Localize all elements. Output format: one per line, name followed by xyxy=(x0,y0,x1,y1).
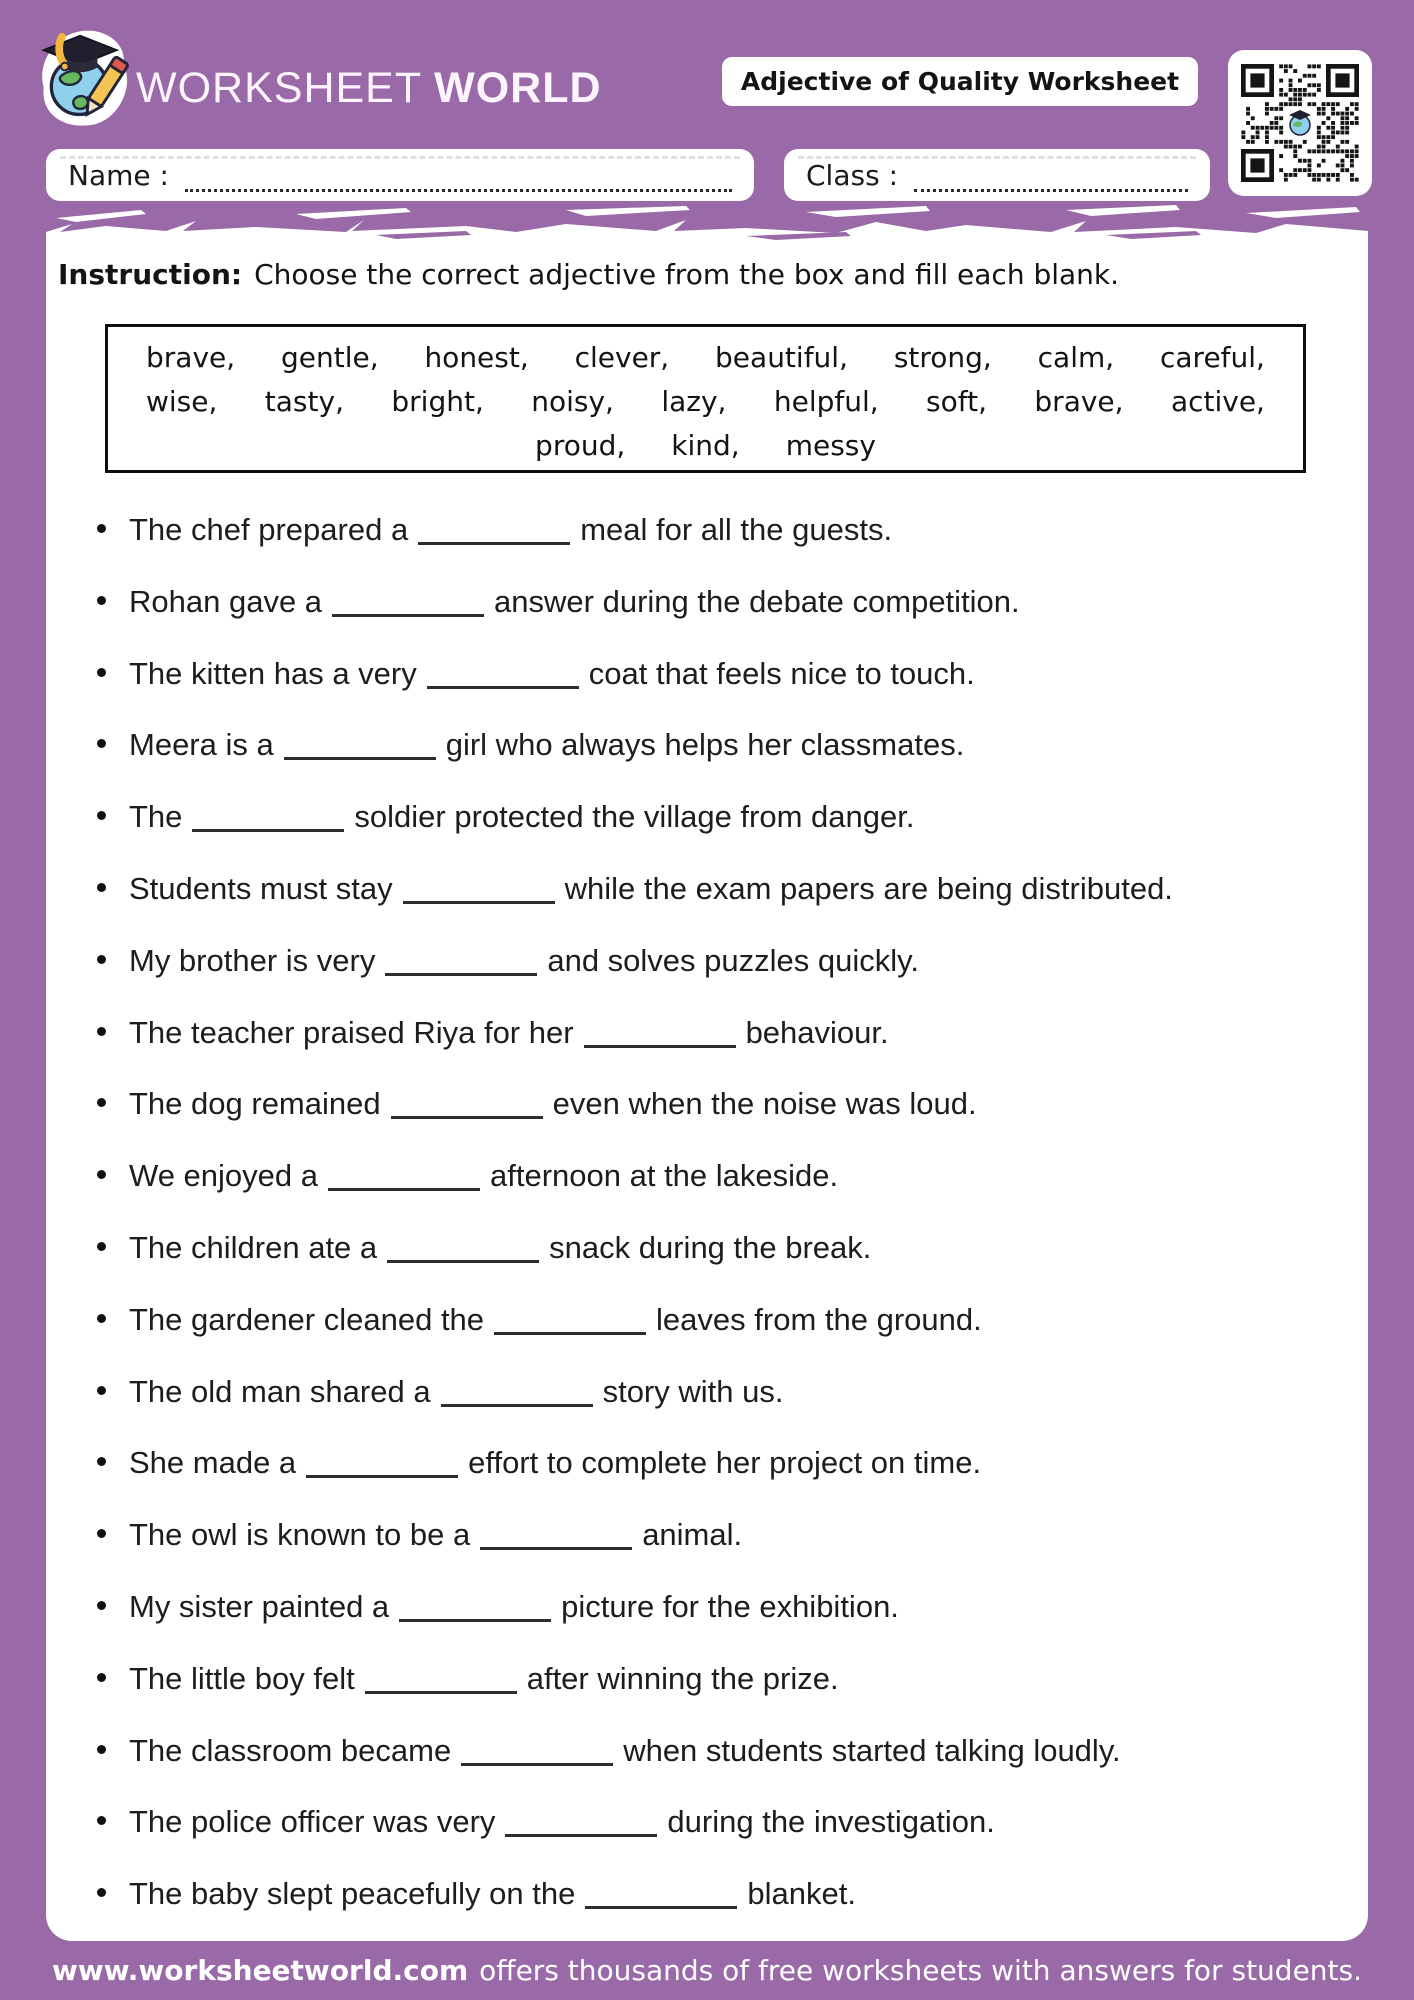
sentence-text-before: Students must stay xyxy=(129,870,393,906)
sentence-row xyxy=(97,781,1369,853)
bullet-icon xyxy=(97,1816,106,1825)
fill-in-blank[interactable] xyxy=(387,1259,539,1263)
fill-in-blank[interactable] xyxy=(284,756,436,760)
sentence-text-before: The chef prepared a xyxy=(129,512,409,547)
bullet-icon xyxy=(97,1314,106,1323)
fill-in-blank[interactable] xyxy=(584,1044,736,1048)
sentence-text-before: The classroom became xyxy=(129,1732,452,1768)
sentence-text-after: story with us. xyxy=(602,1373,784,1409)
sentence-list xyxy=(97,494,1369,1930)
bullet-icon xyxy=(97,1098,106,1107)
sentence-text-after: while the exam papers are being distributed. xyxy=(564,870,1173,906)
sentence-text-before: My sister painted a xyxy=(129,1588,390,1624)
bullet-icon xyxy=(97,668,106,677)
sentence-row xyxy=(97,1786,1369,1858)
fill-in-blank[interactable] xyxy=(427,685,579,689)
word-bank-word: lazy, xyxy=(661,385,727,418)
worksheet-world-logo-icon xyxy=(36,28,132,128)
bullet-icon xyxy=(97,1242,106,1251)
sentence-text-before: Rohan gave a xyxy=(129,583,323,619)
sentence-text-before: She made a xyxy=(129,1445,297,1481)
word-bank-word: soft, xyxy=(926,385,988,418)
sentence-row xyxy=(97,566,1369,638)
fill-in-blank[interactable] xyxy=(585,1905,737,1909)
fill-in-blank[interactable] xyxy=(328,1187,480,1191)
bullet-icon xyxy=(97,1027,106,1036)
brand-wordmark xyxy=(136,64,602,113)
fill-in-blank[interactable] xyxy=(332,613,484,617)
fill-in-blank[interactable] xyxy=(385,972,537,976)
word-bank-word: noisy, xyxy=(531,385,614,418)
sentence-text-after: animal. xyxy=(642,1517,743,1553)
bullet-icon xyxy=(97,1386,106,1395)
worksheet-title: Adjective of Quality Worksheet xyxy=(740,67,1180,96)
word-bank-word: calm, xyxy=(1037,341,1115,374)
sentence-text-after: even when the noise was loud. xyxy=(552,1086,977,1122)
bullet-icon xyxy=(97,524,106,533)
sentence-text-after: effort to complete her project on time. xyxy=(468,1445,982,1481)
sentence-row xyxy=(97,1715,1369,1787)
footer-site-url: www.worksheetworld.com xyxy=(51,1954,469,1987)
fill-in-blank[interactable] xyxy=(461,1762,613,1766)
fill-in-blank[interactable] xyxy=(399,1618,551,1622)
fill-in-blank[interactable] xyxy=(306,1474,458,1478)
fill-in-blank[interactable] xyxy=(505,1833,657,1837)
fill-in-blank[interactable] xyxy=(494,1331,646,1335)
sentence-text-after: snack during the break. xyxy=(549,1229,872,1265)
sentence-row xyxy=(97,1356,1369,1428)
worksheet-title-badge xyxy=(722,57,1198,106)
sentence-text-before: The kitten has a very xyxy=(129,655,417,691)
bullet-icon xyxy=(97,1673,106,1682)
sentence-row xyxy=(97,1140,1369,1212)
class-input-line[interactable] xyxy=(914,189,1188,192)
word-bank-word: beautiful, xyxy=(715,341,848,374)
sentence-row xyxy=(97,1571,1369,1643)
torn-paper-edge xyxy=(46,198,1368,242)
word-bank-word: gentle, xyxy=(280,341,379,374)
word-bank-word: proud, xyxy=(535,429,626,462)
word-bank-row xyxy=(146,380,1265,424)
sentence-text-before: The dog remained xyxy=(129,1086,381,1122)
sentence-text-before: The children ate a xyxy=(129,1229,378,1265)
sentence-text-after: blanket. xyxy=(747,1876,856,1912)
sentence-text-before: The police officer was very xyxy=(129,1804,496,1840)
bullet-icon xyxy=(97,1170,106,1179)
sentence-row xyxy=(97,925,1369,997)
name-label: Name : xyxy=(68,158,169,192)
bullet-icon xyxy=(97,955,106,964)
fill-in-blank[interactable] xyxy=(365,1690,517,1694)
bullet-icon xyxy=(97,1529,106,1538)
footer-tagline: offers thousands of free worksheets with answers for students. xyxy=(479,1954,1363,1987)
word-bank-word: honest, xyxy=(424,341,529,374)
word-bank-word: strong, xyxy=(893,341,992,374)
bullet-icon xyxy=(97,1457,106,1466)
sentence-row xyxy=(97,1068,1369,1140)
fill-in-blank[interactable] xyxy=(391,1115,543,1119)
sentence-row xyxy=(97,1212,1369,1284)
word-bank-row xyxy=(146,424,1265,468)
sentence-text-before: The baby slept peacefully on the xyxy=(129,1876,576,1912)
bullet-icon xyxy=(97,811,106,820)
sentence-text-after: coat that feels nice to touch. xyxy=(588,655,975,691)
bullet-icon xyxy=(97,1601,106,1610)
sentence-text-after: afternoon at the lakeside. xyxy=(490,1158,839,1194)
sentence-row xyxy=(97,1284,1369,1356)
word-bank-word: brave, xyxy=(146,341,236,374)
word-bank-word: wise, xyxy=(146,385,218,418)
fill-in-blank[interactable] xyxy=(192,828,344,832)
word-bank-word: careful, xyxy=(1160,341,1265,374)
word-bank-word: kind, xyxy=(671,429,740,462)
sentence-text-after: girl who always helps her classmates. xyxy=(445,727,965,763)
bullet-icon xyxy=(97,596,106,605)
sentence-row xyxy=(97,1427,1369,1499)
word-bank-word: active, xyxy=(1170,385,1265,418)
sentence-text-after: soldier protected the village from danger. xyxy=(354,799,915,835)
brand-word-world: WORLD xyxy=(434,64,602,112)
sentence-text-after: when students started talking loudly. xyxy=(623,1732,1121,1768)
instruction-line xyxy=(58,258,1348,291)
sentence-text-after: and solves puzzles quickly. xyxy=(547,942,919,978)
sentence-text-before: The old man shared a xyxy=(129,1373,431,1409)
class-field xyxy=(784,149,1210,201)
sentence-text-before: The gardener cleaned the xyxy=(129,1301,485,1337)
fill-in-blank[interactable] xyxy=(403,900,555,904)
bullet-icon xyxy=(97,883,106,892)
sentence-row xyxy=(97,853,1369,925)
sentence-row xyxy=(97,1643,1369,1715)
word-bank-word: tasty, xyxy=(264,385,344,418)
word-bank-word: messy xyxy=(785,429,876,462)
instruction-label: Instruction: xyxy=(58,258,243,291)
sentence-row xyxy=(97,997,1369,1069)
footer-bar xyxy=(0,1941,1414,2000)
qr-card xyxy=(1228,50,1372,196)
bullet-icon xyxy=(97,739,106,748)
instruction-text: Choose the correct adjective from the box and fill each blank. xyxy=(254,258,1120,291)
sentence-text-before: The owl is known to be a xyxy=(129,1517,471,1553)
word-bank-box xyxy=(105,324,1306,473)
word-bank-row xyxy=(146,336,1265,380)
sentence-text-after: answer during the debate competition. xyxy=(494,583,1020,619)
sentence-row xyxy=(97,638,1369,710)
sentence-row xyxy=(97,494,1369,566)
fill-in-blank[interactable] xyxy=(418,541,570,545)
name-input-line[interactable] xyxy=(185,189,732,192)
sentence-text-after: during the investigation. xyxy=(667,1804,995,1840)
word-bank-word: clever, xyxy=(574,341,670,374)
sentence-text-after: after winning the prize. xyxy=(526,1660,839,1696)
qr-code-icon xyxy=(1241,64,1359,182)
word-bank-word: brave, xyxy=(1034,385,1124,418)
sentence-text-before: The little boy felt xyxy=(129,1660,355,1696)
word-bank-word: bright, xyxy=(391,385,484,418)
sentence-row xyxy=(97,1499,1369,1571)
sentence-text-before: We enjoyed a xyxy=(129,1158,318,1194)
name-field xyxy=(46,149,754,201)
sentence-text-before: Meera is a xyxy=(129,727,274,763)
sentence-text-before: The xyxy=(129,799,183,835)
sentence-text-after: leaves from the ground. xyxy=(656,1301,982,1337)
sentence-text-after: picture for the exhibition. xyxy=(561,1588,899,1624)
sentence-text-after: meal for all the guests. xyxy=(580,512,893,547)
sentence-row xyxy=(97,1858,1369,1930)
sentence-text-before: The teacher praised Riya for her xyxy=(129,1014,574,1050)
fill-in-blank[interactable] xyxy=(480,1546,632,1550)
fill-in-blank[interactable] xyxy=(441,1403,593,1407)
sentence-text-after: behaviour. xyxy=(745,1014,889,1050)
brand-word-worksheet: WORKSHEET xyxy=(136,64,423,112)
sentence-text-before: My brother is very xyxy=(129,942,376,978)
bullet-icon xyxy=(97,1745,106,1754)
sentence-row xyxy=(97,709,1369,781)
class-label: Class : xyxy=(806,158,898,192)
bullet-icon xyxy=(97,1888,106,1897)
word-bank-word: helpful, xyxy=(773,385,879,418)
